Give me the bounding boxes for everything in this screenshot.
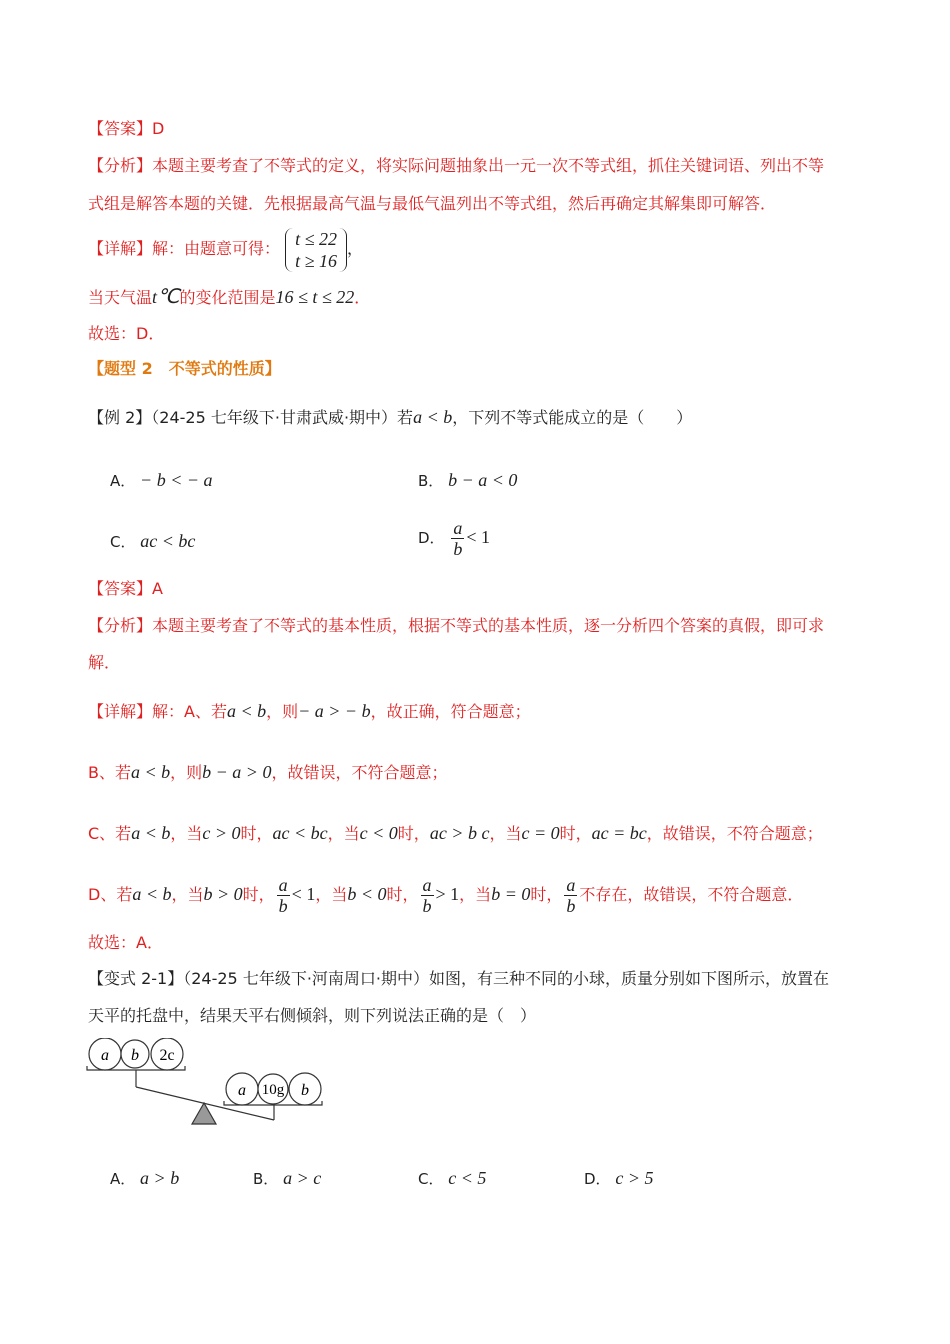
- line-a-text: 解：A、若: [152, 702, 227, 721]
- section-title: 【题型 2 不等式的性质】: [88, 359, 281, 378]
- analysis-line-2a: [88, 615, 824, 637]
- variant-option-b-label: B．: [253, 1170, 279, 1188]
- line-d-fraction: [277, 875, 290, 916]
- fraction-num: a: [566, 875, 576, 895]
- stem-math: a < b: [413, 407, 453, 427]
- line-d-fraction: [564, 875, 577, 916]
- line-a-math: − a > − b: [298, 701, 371, 721]
- variant-option-c-label: C．: [418, 1170, 444, 1188]
- option-d[interactable]: [418, 518, 490, 559]
- fraction-den: b: [278, 896, 288, 916]
- line-c-text: C、若: [88, 824, 132, 843]
- variant-stem-cont: 天平的托盘中，结果天平右侧倾斜，则下列说法正确的是（ ）: [88, 1006, 537, 1025]
- variant-option-c[interactable]: [418, 1168, 486, 1189]
- variant-option-c-math: c < 5: [448, 1168, 487, 1188]
- variant-stem: 如图，有三种不同的小球，质量分别如下图所示，放置在: [429, 969, 830, 988]
- ball-left-2-label: b: [131, 1047, 139, 1064]
- inequality-system: [285, 228, 347, 272]
- line-c-text: ，故错误，不符合题意；: [646, 824, 823, 843]
- line-c-math: ac < bc: [272, 823, 328, 843]
- line-c-math: ac = bc: [591, 823, 647, 843]
- line-c-math: a < b: [131, 823, 171, 843]
- analysis-line-2b: [88, 652, 120, 674]
- example-tag: 【例 2】: [88, 408, 152, 427]
- option-d-fraction: [451, 518, 464, 559]
- system-row-1: t ≤ 22: [295, 228, 338, 249]
- analysis-line-1a: [88, 155, 824, 177]
- variant-option-d-label: D．: [584, 1170, 611, 1188]
- line-d-text: ，当: [459, 885, 492, 904]
- variant-option-d-math: c > 5: [615, 1168, 654, 1188]
- brace-left-icon: [285, 228, 294, 272]
- ball-right-3-label: b: [301, 1082, 309, 1099]
- line-b-math: b − a > 0: [202, 762, 272, 782]
- range-expr: 16 ≤ t ≤ 22: [275, 287, 355, 307]
- example-source: （24-25 七年级下·甘肃武威·期中）: [151, 408, 398, 427]
- variant-option-b-math: a > c: [283, 1168, 322, 1188]
- line-d-text: 时，: [386, 885, 419, 904]
- balance-figure: [84, 1038, 329, 1128]
- line-d-text: 不存在，故错误，不符合题意．: [579, 885, 804, 904]
- answer-tag-2: 【答案】: [88, 579, 153, 598]
- option-d-rest: < 1: [466, 527, 490, 547]
- line-c-math: ac > b c: [429, 823, 490, 843]
- line-b-text: B、若: [88, 763, 131, 782]
- answer-value-2: A: [152, 579, 163, 598]
- line-d-math: b < 0: [347, 884, 387, 904]
- stem-suffix: ，下列不等式能成立的是（ ）: [452, 408, 693, 427]
- line-c-text: ，当: [489, 824, 522, 843]
- fraction-den: b: [566, 896, 576, 916]
- line-b-text: ，则: [170, 763, 203, 782]
- option-b[interactable]: [418, 470, 517, 491]
- ball-left-1-label: a: [101, 1047, 109, 1064]
- variant-option-b[interactable]: [253, 1168, 321, 1189]
- analysis-tag-2: 【分析】: [88, 616, 153, 635]
- fraction-num: a: [278, 875, 288, 895]
- range-prefix: 当天气温: [88, 288, 153, 307]
- line-d-math: > 1: [435, 884, 460, 904]
- brace-right-icon: [338, 228, 347, 272]
- line-a-text: ，故正确，符合题意；: [370, 702, 531, 721]
- line-b-math: a < b: [130, 762, 171, 782]
- line-d-text: D、若: [88, 885, 133, 904]
- option-a-math: − b < − a: [140, 470, 213, 490]
- variant-source: （24-25 七年级下·河南周口·期中）: [183, 969, 429, 988]
- variant-option-a-label: A．: [110, 1170, 136, 1188]
- line-a-math: a < b: [226, 701, 267, 721]
- line-d-text: ，当: [315, 885, 348, 904]
- range-end: ．: [354, 288, 371, 307]
- line-c-math: c = 0: [521, 823, 560, 843]
- detail-tag: 【详解】: [88, 239, 153, 258]
- line-c-math: c < 0: [359, 823, 398, 843]
- ball-left-3-label: 2c: [159, 1047, 175, 1064]
- variant-option-d[interactable]: [584, 1168, 653, 1189]
- ball-right-1-label: a: [238, 1082, 246, 1099]
- line-d-math: < 1: [291, 884, 316, 904]
- line-d-text: ，当: [171, 885, 204, 904]
- variant-stem-line-2: [88, 1005, 536, 1027]
- option-a[interactable]: [110, 470, 213, 491]
- option-d-label: D．: [418, 529, 445, 547]
- range-line: [88, 286, 370, 309]
- variant-option-a-math: a > b: [140, 1168, 180, 1188]
- line-c-text: ，当: [170, 824, 203, 843]
- line-d-math: a < b: [132, 884, 172, 904]
- system-suffix: ，: [347, 239, 364, 258]
- analysis-text-2: 本题主要考查了不等式的基本性质，根据不等式的基本性质，逐一分析四个答案的真假，即可求: [152, 616, 825, 635]
- answer-value: D: [152, 119, 165, 138]
- ball-right-2-label: 10g: [261, 1082, 285, 1098]
- detail-line-d: [88, 872, 803, 917]
- range-var: t: [152, 287, 158, 307]
- line-c-math: c > 0: [202, 823, 241, 843]
- option-b-math: b − a < 0: [448, 470, 518, 490]
- line-d-text: 时，: [530, 885, 563, 904]
- analysis-text: 本题主要考查了不等式的定义，将实际问题抽象出一元一次不等式组，抓住关键词语、列出不等: [152, 156, 825, 175]
- variant-tag: 【变式 2-1】: [88, 969, 184, 988]
- option-d-den: b: [453, 539, 463, 559]
- detail-line-1: [88, 226, 363, 272]
- detail-line-a: [88, 700, 531, 723]
- variant-option-a[interactable]: [110, 1168, 179, 1189]
- analysis-text-2-cont: 解．: [88, 653, 121, 672]
- fraction-num: a: [422, 875, 432, 895]
- line-c-text: 时，: [397, 824, 430, 843]
- example-2-stem: [88, 406, 692, 429]
- fraction-den: b: [422, 896, 432, 916]
- option-c[interactable]: [110, 531, 195, 552]
- line-a-text: ，则: [266, 702, 299, 721]
- analysis-tag: 【分析】: [88, 156, 153, 175]
- stem-prefix: 若: [397, 408, 414, 427]
- answer-line-2: [88, 578, 163, 600]
- fulcrum: [192, 1103, 216, 1124]
- answer-tag: 【答案】: [88, 119, 153, 138]
- variant-stem-line-1: [88, 968, 829, 990]
- detail-line-c: [88, 822, 823, 845]
- choice-line-1: [88, 323, 164, 345]
- line-c-text: ，当: [327, 824, 360, 843]
- line-d-text: 时，: [242, 885, 275, 904]
- option-c-label: C．: [110, 533, 136, 551]
- line-d-math: b > 0: [203, 884, 243, 904]
- detail-prefix: 解：由题意可得：: [152, 239, 281, 258]
- option-b-label: B．: [418, 472, 444, 490]
- line-d-math: b = 0: [491, 884, 531, 904]
- analysis-text-cont: 式组是解答本题的关键．先根据最高气温与最低气温列出不等式组，然后再确定其解集即可解答．: [88, 194, 777, 213]
- analysis-line-1b: [88, 193, 776, 215]
- choice-line-2: [88, 932, 163, 954]
- detail-tag-2: 【详解】: [88, 702, 153, 721]
- line-c-text: 时，: [559, 824, 592, 843]
- choice-text-2: 故选：A．: [88, 933, 163, 952]
- line-c-text: 时，: [240, 824, 273, 843]
- option-a-label: A．: [110, 472, 136, 490]
- system-row-2: t ≥ 16: [295, 250, 338, 271]
- line-b-text: ，故错误，不符合题意；: [271, 763, 448, 782]
- answer-line-1: [88, 118, 164, 140]
- option-c-math: ac < bc: [140, 531, 196, 551]
- choice-text: 故选：D．: [88, 324, 165, 343]
- detail-line-b: [88, 761, 447, 784]
- range-mid: 的变化范围是: [179, 288, 276, 307]
- line-d-fraction: [421, 875, 434, 916]
- range-unit: ℃: [157, 286, 180, 308]
- option-d-num: a: [453, 518, 463, 538]
